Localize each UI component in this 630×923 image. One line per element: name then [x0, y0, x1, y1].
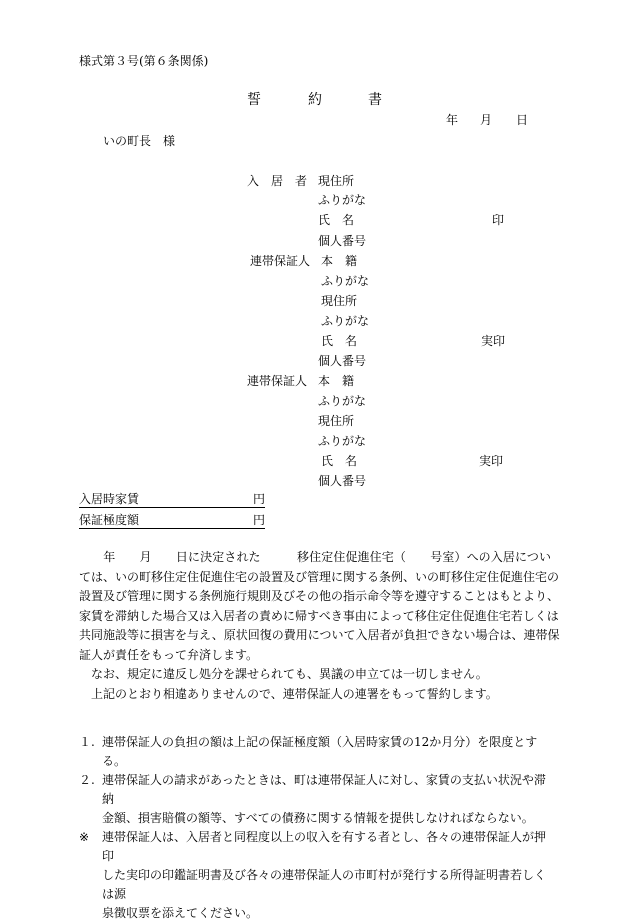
note-item-1	[79, 733, 549, 771]
rent-yen-unit: 円	[252, 492, 265, 506]
rent-line	[79, 493, 265, 508]
date-day-label: 日	[516, 113, 529, 127]
no-objection-line: なお、規定に違反し処分を課せられても、異議の申立ては一切しません。	[91, 667, 488, 681]
note-item-3	[79, 828, 549, 923]
note-item-2	[79, 771, 549, 828]
tenant-id-label: 個人番号	[318, 234, 367, 248]
date-year-label: 年	[446, 113, 459, 127]
guarantor2-seal-mark: 実印	[479, 454, 504, 468]
note-text: 泉徴収票を添えてください。	[102, 906, 259, 920]
pledge-line: 共同施設等に損害を与え、原状回復の費用について入居者が負担できない場合は、連帯保	[79, 628, 560, 642]
guarantor2-address-label: 現住所	[318, 414, 355, 428]
pledge-line: 設置及び管理に関する条例施行規則及びその他の指示命令等を遵守することはもとより、	[79, 589, 560, 603]
title-char-2: 約	[308, 92, 322, 108]
limit-label: 保証極度額	[79, 513, 140, 527]
guarantor2-role: 連帯保証人	[247, 374, 308, 388]
tenant-seal-mark: 印	[492, 213, 505, 227]
guarantor2-id-label: 個人番号	[318, 474, 367, 488]
date-month-label: 月	[480, 113, 493, 127]
note-text: した実印の印鑑証明書及び各々の連帯保証人の市町村が発行する所得証明書若しくは源	[102, 868, 547, 901]
guarantor1-furigana2-label: ふりがな	[321, 314, 370, 328]
rent-label: 入居時家賃	[79, 492, 140, 506]
note-text: 金額、損害賠償の額等、すべての債務に関する情報を提供しなければならない。	[102, 811, 534, 825]
guarantor1-seal-mark: 実印	[481, 334, 506, 348]
note-text: 連帯保証人の負担の額は上記の保証極度額（入居時家賃の12か月分）を限度とする。	[102, 735, 538, 768]
guarantor2-furigana1-label: ふりがな	[318, 394, 367, 408]
addressee: いの町長 様	[103, 134, 176, 148]
limit-line	[79, 514, 265, 529]
tenant-role: 入 居 者	[247, 174, 308, 188]
note-text: 連帯保証人の請求があったときは、町は連帯保証人に対し、家賃の支払い状況や滞納	[102, 773, 546, 806]
note-marker: １.	[79, 735, 95, 749]
pledge-line: 証人が責任をもって弁済します。	[79, 647, 259, 662]
guarantor1-domicile-label: 本 籍	[321, 254, 358, 268]
notes-list	[79, 733, 549, 923]
tenant-address-label: 現住所	[318, 174, 355, 188]
guarantor1-address-label: 現住所	[321, 294, 358, 308]
pledge-line: 家賃を滞納した場合又は入居者の責めに帰すべき事由によって移住定住促進住宅若しくは	[79, 608, 559, 623]
guarantor1-furigana1-label: ふりがな	[321, 274, 370, 288]
form-number: 様式第３号(第６条関係)	[79, 54, 209, 68]
note-marker: ※	[79, 830, 90, 844]
note-text: 連帯保証人は、入居者と同程度以上の収入を有する者とし、各々の連帯保証人が押印	[102, 830, 547, 863]
title-char-3: 書	[368, 92, 382, 108]
limit-yen-unit: 円	[252, 513, 265, 527]
pledge-paragraph	[79, 548, 560, 704]
guarantor1-id-label: 個人番号	[318, 354, 367, 368]
confirmation-line: 上記のとおり相違ありませんので、連帯保証人の連署をもって誓約します。	[91, 686, 498, 701]
tenant-furigana-label: ふりがな	[318, 193, 367, 207]
pledge-line: ては、いの町移住定住促進住宅の設置及び管理に関する条例、いの町移住定住促進住宅の	[79, 569, 560, 584]
guarantor2-furigana2-label: ふりがな	[318, 434, 367, 448]
guarantor1-role: 連帯保証人	[250, 254, 311, 268]
title-char-1: 誓	[247, 92, 261, 108]
note-marker: ２.	[79, 773, 95, 787]
guarantor1-name-label: 氏 名	[321, 334, 358, 348]
guarantor2-name-label: 氏 名	[321, 454, 358, 468]
date-line	[446, 114, 536, 128]
guarantor2-domicile-label: 本 籍	[318, 374, 355, 388]
pledge-line: 年 月 日に決定された 移住定住促進住宅（ 号室）への入居につい	[79, 550, 551, 564]
tenant-name-label: 氏 名	[318, 213, 355, 227]
